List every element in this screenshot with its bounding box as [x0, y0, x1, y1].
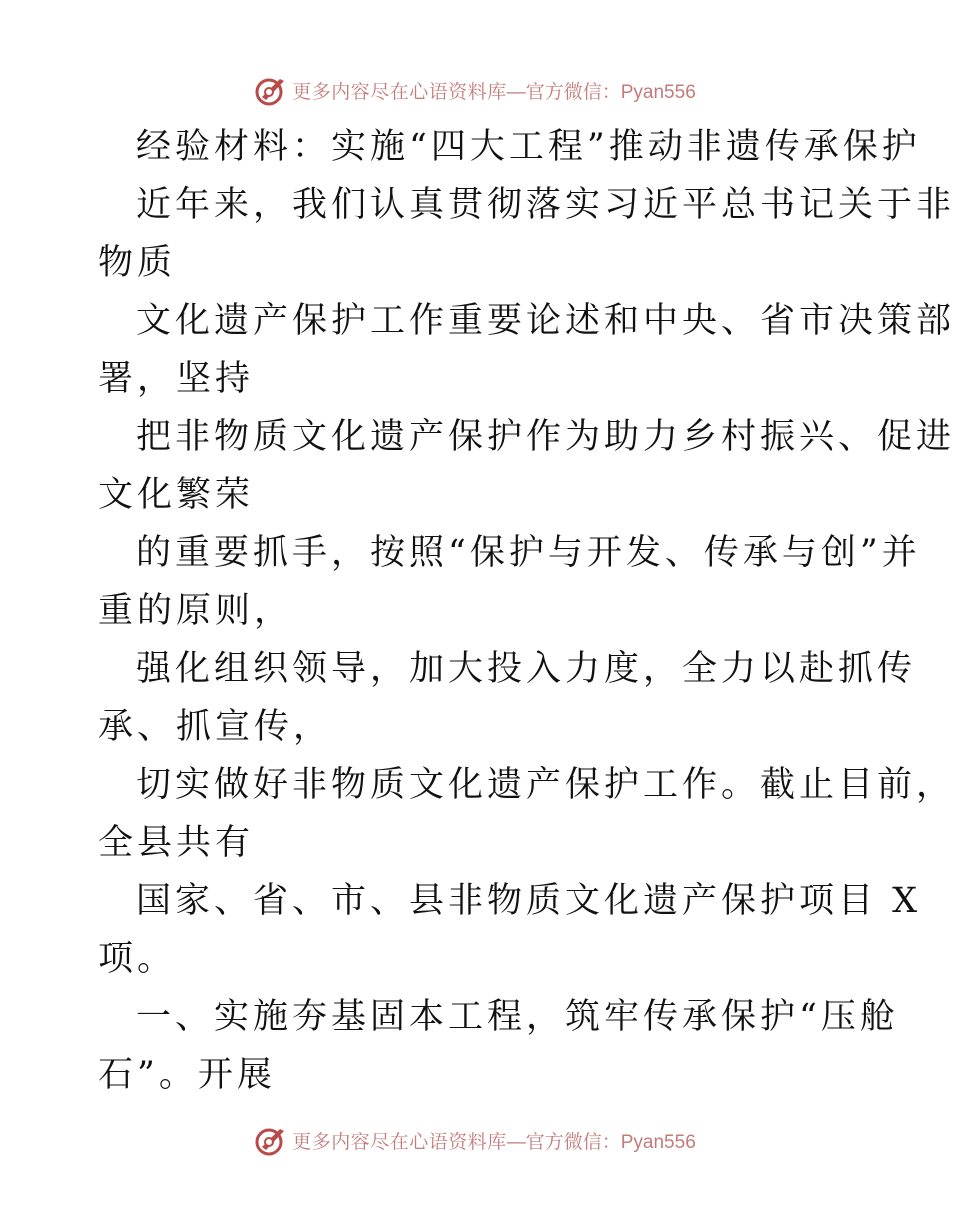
document-body [98, 118, 955, 1104]
paragraph-line: 全县共有 [98, 823, 255, 863]
section-heading-line: 一、实施夯基固本工程，筑牢传承保护“压舱 [136, 997, 899, 1037]
paragraph-line: 把非物质文化遗产保护作为助力乡村振兴、促进 [136, 417, 955, 457]
banner-title: 更多内容尽在心语资料库 [292, 1130, 507, 1153]
banner-title: 更多内容尽在心语资料库 [292, 80, 507, 103]
section-heading-line: 石”。开展 [98, 1055, 276, 1095]
footer-banner [0, 1118, 950, 1162]
document-title: 经验材料：实施“四大工程”推动非遗传承保护 [136, 127, 921, 167]
paragraph-line: 文化繁荣 [98, 475, 255, 515]
paragraph-line: 国家、省、市、县非物质文化遗产保护项目 X [136, 881, 922, 921]
banner-wechat: —官方微信：Pyan556 [506, 1131, 696, 1153]
paragraph-line: 近年来，我们认真贯彻落实习近平总书记关于非 [136, 185, 955, 225]
paragraph-line: 承、抓宣传， [98, 707, 333, 747]
quill-pen-logo-icon [254, 1123, 288, 1157]
paragraph-line: 重的原则， [98, 591, 294, 631]
paragraph-line: 强化组织领导，加大投入力度，全力以赴抓传 [136, 649, 917, 689]
paragraph-line: 的重要抓手，按照“保护与开发、传承与创”并 [136, 533, 921, 573]
paragraph-line: 切实做好非物质文化遗产保护工作。截止目前， [136, 765, 955, 805]
paragraph-line: 物质 [98, 243, 177, 283]
header-banner [0, 68, 950, 112]
paragraph-line: 文化遗产保护工作重要论述和中央、省市决策部 [136, 301, 955, 341]
banner-wechat: —官方微信：Pyan556 [506, 81, 696, 103]
paragraph-line: 署，坚持 [98, 359, 255, 399]
quill-pen-logo-icon [254, 73, 288, 107]
paragraph-line: 项。 [98, 939, 177, 979]
